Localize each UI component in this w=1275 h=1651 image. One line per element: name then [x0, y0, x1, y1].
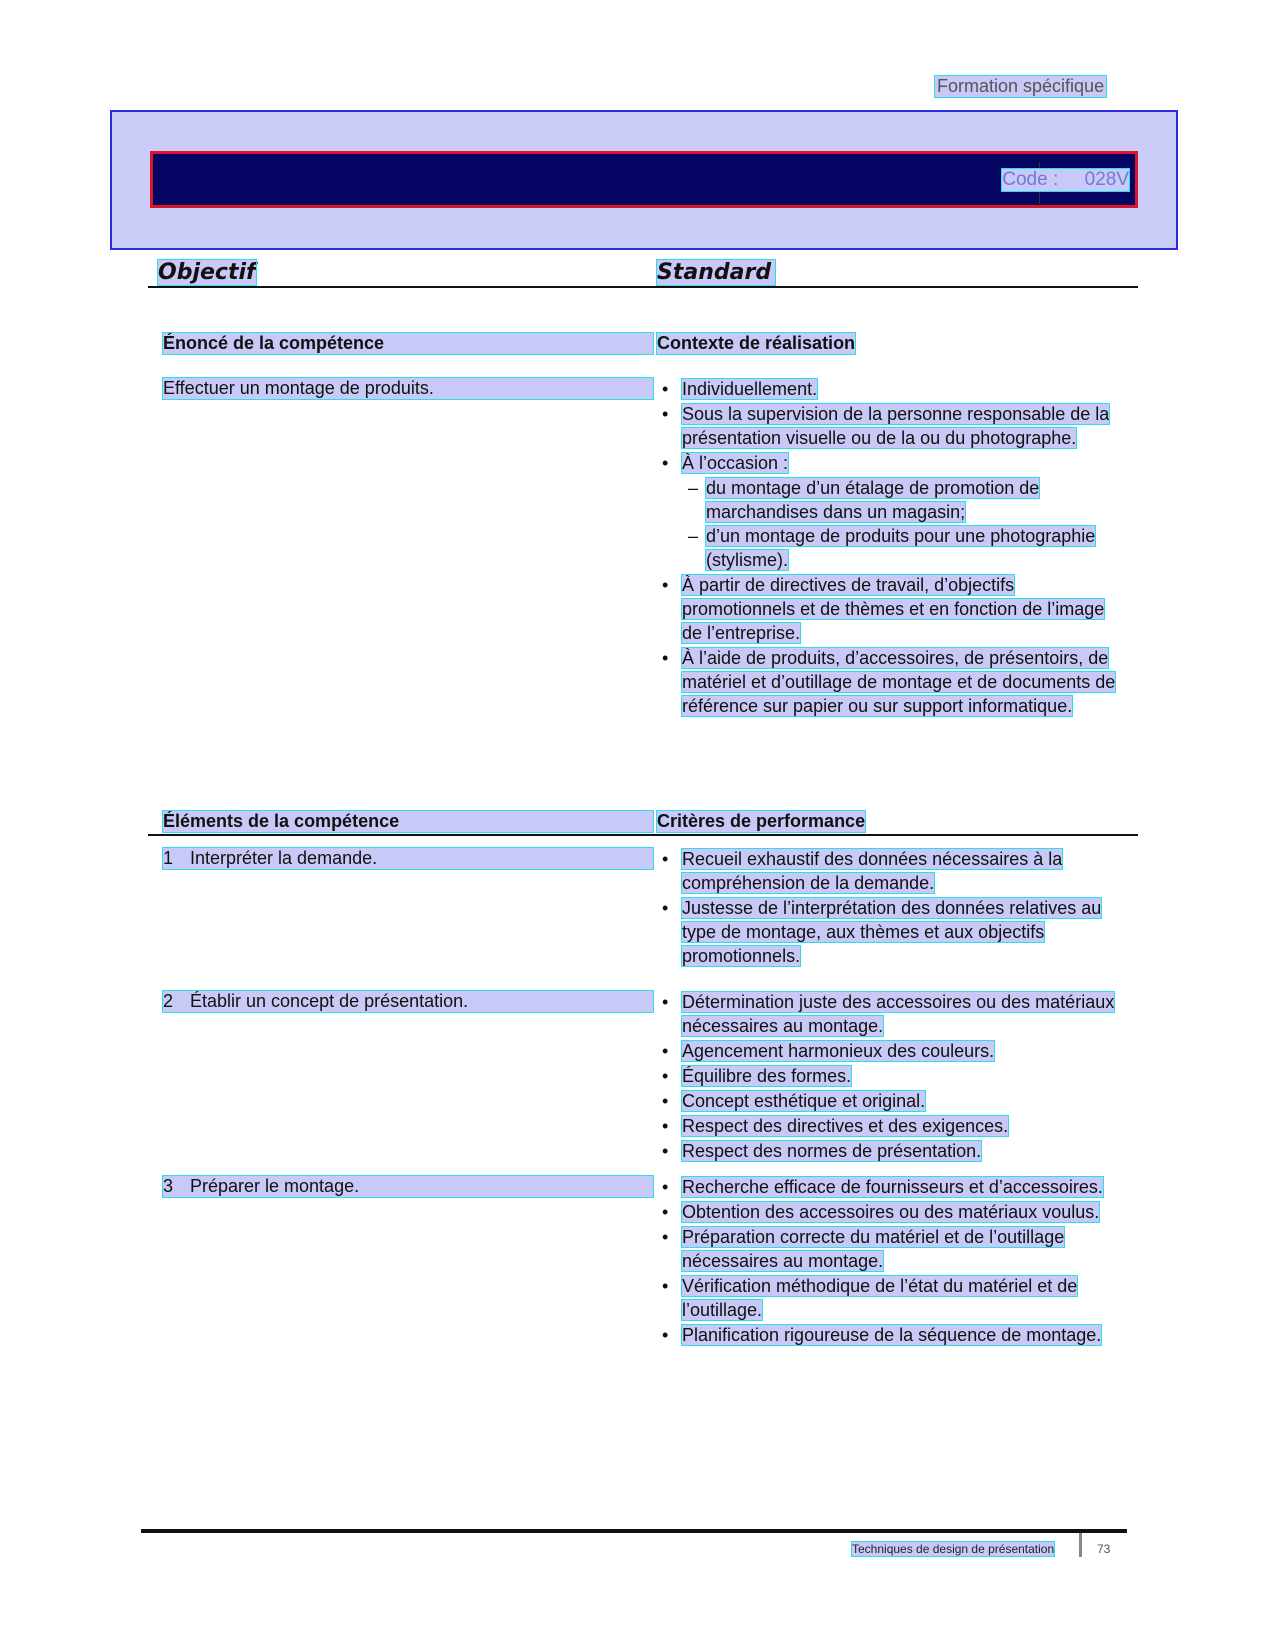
- criteria-item: [658, 990, 1128, 1038]
- criteria-item: [658, 1139, 1128, 1163]
- criteria-list: [658, 1175, 1128, 1348]
- bullet-icon: •: [662, 453, 669, 473]
- criteria-item-text: Recherche efficace de fournisseurs et d’accessoires.: [682, 1177, 1103, 1197]
- criteria-item-text: Préparation correcte du matériel et de l’outillage nécessaires au montage.: [682, 1227, 1065, 1271]
- dash-icon: –: [688, 478, 699, 498]
- element-item: [163, 1176, 653, 1197]
- criteria-item-text: Justesse de l’interprétation des données relatives au type de montage, aux thèmes et aux objectifs promotionnels.: [682, 898, 1102, 966]
- column-heading-objectif: Objectif: [158, 260, 256, 285]
- context-sublist: [682, 476, 1128, 572]
- criteria-item-text: Vérification méthodique de l’état du matériel et de l’outillage.: [682, 1276, 1078, 1320]
- bullet-icon: •: [662, 1276, 669, 1296]
- bullet-icon: •: [662, 648, 669, 668]
- context-subitem: [682, 524, 1128, 572]
- criteria-item: [658, 1064, 1128, 1088]
- criteria-item-text: Concept esthétique et original.: [682, 1091, 926, 1111]
- element-text: Établir un concept de présentation.: [190, 991, 469, 1011]
- bullet-icon: •: [662, 1177, 669, 1197]
- banner-bar: [150, 151, 1138, 208]
- criteria-item-text: Respect des directives et des exigences.: [682, 1116, 1009, 1136]
- context-item-text: À l’aide de produits, d’accessoires, de présentoirs, de matériel et d’outillage de montage et de documents de référence sur papier ou sur support informatique.: [682, 648, 1116, 716]
- bullet-icon: •: [662, 1091, 669, 1111]
- criteria-item-text: Planification rigoureuse de la séquence de montage.: [682, 1325, 1102, 1345]
- context-item-text: À l’occasion :: [682, 453, 789, 473]
- context-subitem-text: du montage d’un étalage de promotion de marchandises dans un magasin;: [706, 478, 1040, 522]
- criteria-item-text: Équilibre des formes.: [682, 1066, 852, 1086]
- criteria-list: [658, 990, 1128, 1164]
- column-heading-standard: Standard: [657, 260, 775, 285]
- criteria-list: [658, 847, 1128, 969]
- bullet-icon: •: [662, 1116, 669, 1136]
- criteria-item: [658, 1089, 1128, 1113]
- context-item: [658, 573, 1128, 645]
- bullet-icon: •: [662, 1141, 669, 1161]
- footer-divider: [1079, 1533, 1082, 1557]
- context-list: [658, 377, 1128, 719]
- criteria-item: [658, 847, 1128, 895]
- context-item: [658, 451, 1128, 572]
- context-item-text: À partir de directives de travail, d’objectifs promotionnels et de thèmes et en fonction de l’image de l’entreprise.: [682, 575, 1105, 643]
- elements-heading: Éléments de la compétence: [163, 811, 653, 832]
- criteria-item: [658, 1039, 1128, 1063]
- criteria-item: [658, 1323, 1128, 1347]
- enonce-heading: Énoncé de la compétence: [163, 333, 653, 354]
- element-number: 2: [163, 991, 174, 1011]
- bullet-icon: •: [662, 1325, 669, 1345]
- element-text: Interpréter la demande.: [190, 848, 378, 868]
- context-subitem: [682, 476, 1128, 524]
- bullet-icon: •: [662, 992, 669, 1012]
- context-item-text: Sous la supervision de la personne responsable de la présentation visuelle ou de la ou du photographe.: [682, 404, 1110, 448]
- bullet-icon: •: [662, 1041, 669, 1061]
- criteria-item-text: Recueil exhaustif des données nécessaires à la compréhension de la demande.: [682, 849, 1063, 893]
- criteria-item: [658, 1225, 1128, 1273]
- element-number: 1: [163, 848, 174, 868]
- criteria-item-text: Obtention des accessoires ou des matériaux voulus.: [682, 1202, 1100, 1222]
- competency-code: Code : 028V: [1002, 169, 1129, 190]
- criteria-item: [658, 1175, 1128, 1199]
- criteria-item-text: Agencement harmonieux des couleurs.: [682, 1041, 995, 1061]
- footer-rule: [141, 1529, 1127, 1533]
- criteria-item: [658, 896, 1128, 968]
- bullet-icon: •: [662, 379, 669, 399]
- bullet-icon: •: [662, 1066, 669, 1086]
- heading-rule: [148, 286, 1138, 288]
- bullet-icon: •: [662, 1227, 669, 1247]
- criteria-item: [658, 1114, 1128, 1138]
- context-item: [658, 402, 1128, 450]
- page-number: 73: [1097, 1542, 1111, 1556]
- criteria-item: [658, 1274, 1128, 1322]
- element-number: 3: [163, 1176, 174, 1196]
- footer-title: Techniques de design de présentation: [852, 1542, 1055, 1556]
- context-item: [658, 377, 1128, 401]
- element-item: [163, 991, 653, 1012]
- context-subitem-text: d’un montage de produits pour une photographie (stylisme).: [706, 526, 1096, 570]
- bullet-icon: •: [662, 575, 669, 595]
- dash-icon: –: [688, 526, 699, 546]
- header-label: Formation spécifique: [937, 76, 1105, 96]
- criteria-item-text: Respect des normes de présentation.: [682, 1141, 982, 1161]
- bullet-icon: •: [662, 1202, 669, 1222]
- context-item: [658, 646, 1128, 718]
- criteres-heading: Critères de performance: [657, 811, 866, 831]
- criteria-item-text: Détermination juste des accessoires ou des matériaux nécessaires au montage.: [682, 992, 1115, 1036]
- bullet-icon: •: [662, 898, 669, 918]
- context-item-text: Individuellement.: [682, 379, 818, 399]
- bullet-icon: •: [662, 849, 669, 869]
- contexte-heading: Contexte de réalisation: [657, 333, 856, 353]
- element-text: Préparer le montage.: [190, 1176, 360, 1196]
- criteria-item: [658, 1200, 1128, 1224]
- bullet-icon: •: [662, 404, 669, 424]
- element-item: [163, 848, 653, 869]
- elements-rule: [148, 834, 1138, 836]
- competency-banner: [110, 110, 1178, 250]
- competency-statement: Effectuer un montage de produits.: [163, 378, 653, 399]
